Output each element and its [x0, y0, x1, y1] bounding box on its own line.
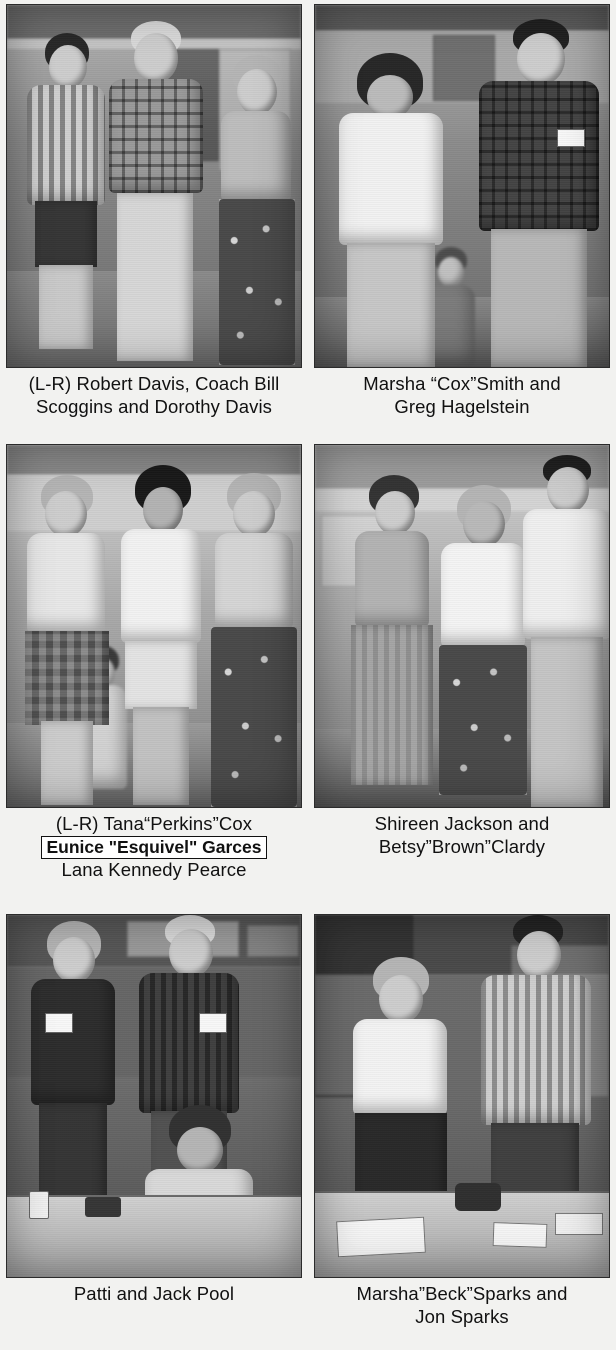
photo-image-6	[315, 915, 609, 1277]
photo-image-3	[7, 445, 301, 807]
photo-frame-6	[314, 914, 610, 1278]
photo-frame-4	[314, 444, 610, 808]
caption-line: Marsha”Beck”Sparks and	[356, 1283, 568, 1304]
caption-line: Scoggins and Dorothy Davis	[35, 395, 273, 417]
photo-caption-6	[308, 1278, 616, 1328]
caption-line: Shireen Jackson and	[374, 813, 550, 834]
photo-frame-2	[314, 4, 610, 368]
photo-frame-5	[6, 914, 302, 1278]
photo-caption-3	[0, 808, 308, 881]
photo-caption-1	[0, 368, 308, 418]
photo-cell-3	[0, 440, 308, 910]
caption-line: Lana Kennedy Pearce	[61, 858, 247, 880]
photo-image-1	[7, 5, 301, 367]
photo-caption-5	[0, 1278, 308, 1306]
photo-cell-2	[308, 0, 616, 440]
photo-cell-4	[308, 440, 616, 910]
photo-cell-6	[308, 910, 616, 1350]
photo-frame-1	[6, 4, 302, 368]
photo-image-4	[315, 445, 609, 807]
photo-cell-1	[0, 0, 308, 440]
caption-line: Patti and Jack Pool	[73, 1283, 235, 1304]
photo-image-2	[315, 5, 609, 367]
photo-frame-3	[6, 444, 302, 808]
caption-line: (L-R) Tana“Perkins”Cox	[55, 813, 253, 834]
caption-line-highlighted	[4, 836, 304, 859]
photo-caption-4	[308, 808, 616, 858]
caption-line: Marsha “Cox”Smith and	[363, 373, 561, 394]
photo-cell-5	[0, 910, 308, 1350]
caption-line: (L-R) Robert Davis, Coach Bill	[28, 373, 280, 394]
caption-line: Betsy”Brown”Clardy	[378, 835, 546, 857]
caption-line: Greg Hagelstein	[394, 395, 530, 417]
photo-image-5	[7, 915, 301, 1277]
photo-caption-2	[308, 368, 616, 418]
caption-line: Jon Sparks	[415, 1305, 509, 1327]
highlighted-name: Eunice "Esquivel" Garces	[41, 836, 266, 859]
